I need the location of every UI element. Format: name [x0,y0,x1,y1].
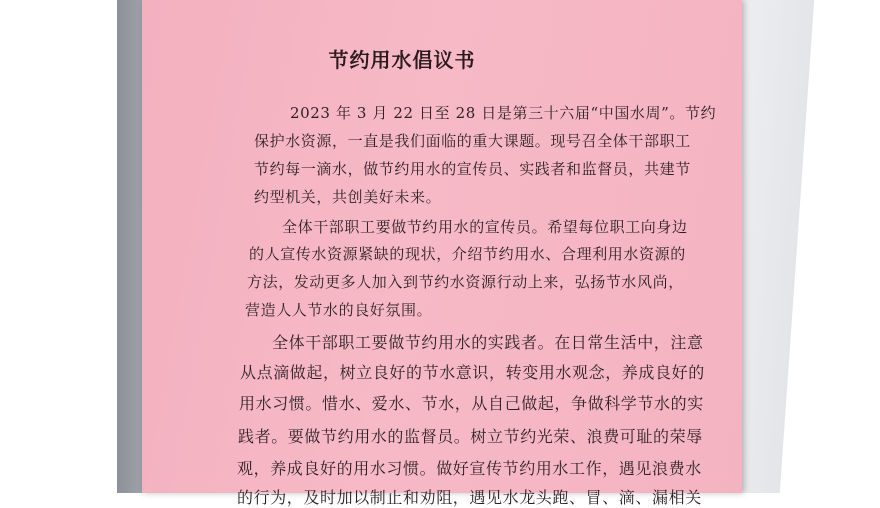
paragraph-line: 保护水资源，一直是我们面临的重大课题。现号召全体干部职工 [254,132,691,150]
paragraph-line: 的行为，及时加以制止和劝阻，遇见水龙头跑、冒、滴、漏相关 [237,488,702,507]
paragraph-line: 约型机关，共创美好未来。 [254,188,442,206]
pink-paper-sheet [142,0,742,507]
paragraph-line: 全体干部职工要做节约用水的实践者。在日常生活中，注意 [272,333,704,352]
paragraph-line: 践者。要做节约用水的监督员。树立节约光荣、浪费可耻的荣辱 [238,427,703,446]
paragraph-line: 全体干部职工要做节约用水的宣传员。希望每位职工向身边 [282,218,688,236]
paragraph-line: 的人宣传水资源紧缺的现状，介绍节约用水、合理利用水资源的 [249,245,686,263]
paragraph-line: 2023 年 3 月 22 日至 28 日是第三十六届“中国水周”。节约 [290,104,717,122]
document-photo [117,0,766,507]
document-title: 节约用水倡议书 [328,48,476,72]
paragraph-line: 从点滴做起，树立良好的节水意识，转变用水观念，养成良好的 [240,363,705,382]
paragraph-line: 观，养成良好的用水习惯。做好宣传节约用水工作，遇见浪费水 [237,459,702,478]
paragraph-line: 营造人人节水的良好氛围。 [245,301,433,319]
paragraph-line: 方法，发动更多人加入到节约水资源行动上来，弘扬节水风尚， [247,273,684,291]
paragraph-line: 节约每一滴水，做节约用水的宣传员、实践者和监督员，共建节 [254,160,691,178]
paragraph-line: 用水习惯。惜水、爱水、节水，从自己做起，争做科学节水的实 [239,394,704,413]
